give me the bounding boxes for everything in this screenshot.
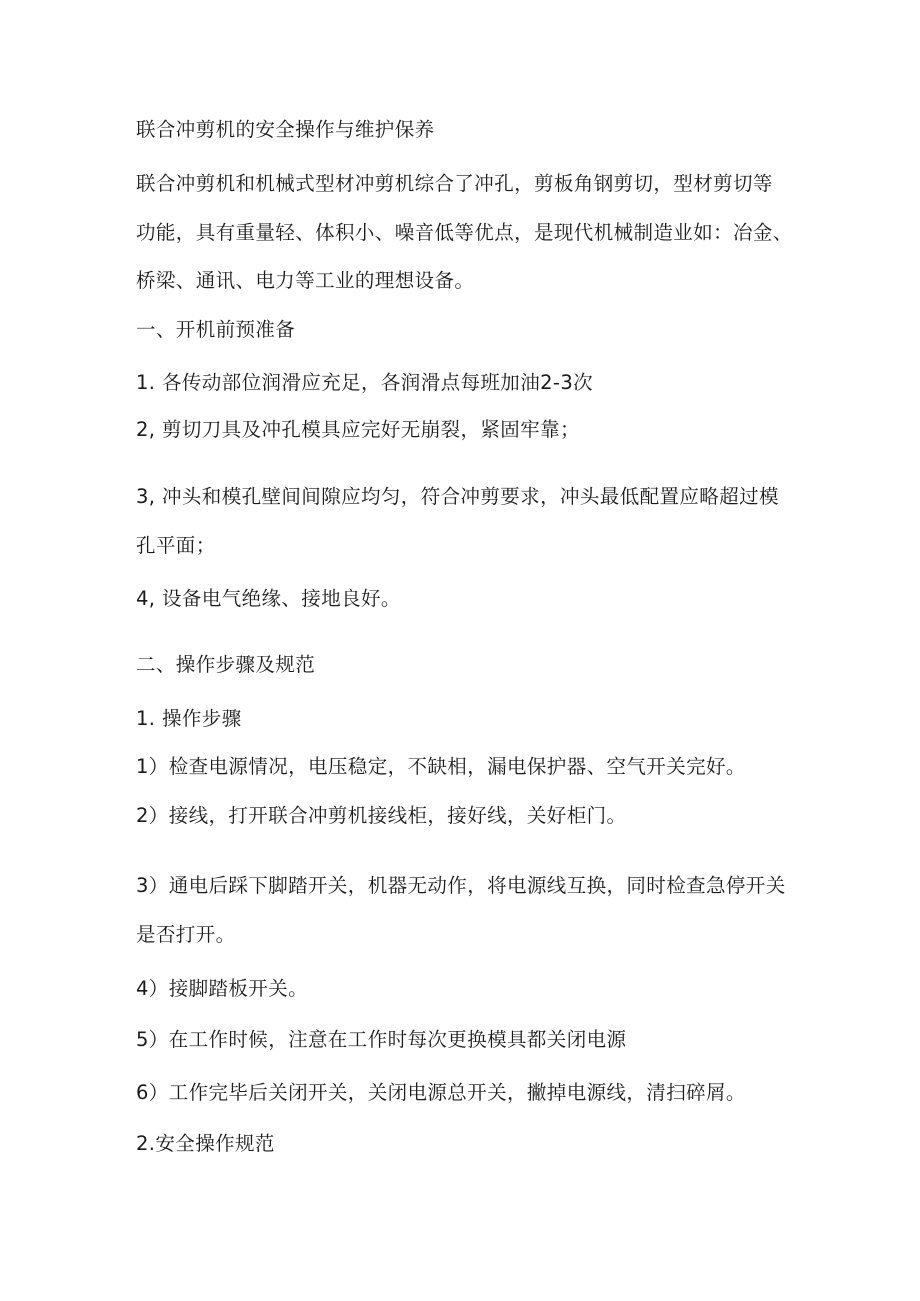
document-title: 联合冲剪机的安全操作与维护保养 xyxy=(136,118,435,141)
section1-item-1: 1. 各传动部位润滑应充足，各润滑点每班加油2-3次 xyxy=(136,371,594,394)
section1-item-3-cont: 孔平面； xyxy=(136,534,216,557)
section2-heading: 二、操作步骤及规范 xyxy=(136,653,316,676)
step-3-cont: 是否打开。 xyxy=(136,923,236,946)
section1-item-3: 3, 冲头和模孔壁间间隙应均匀，符合冲剪要求，冲头最低配置应略超过模 xyxy=(136,485,779,508)
section1-item-4: 4, 设备电气绝缘、接地良好。 xyxy=(136,587,401,610)
step-2: 2）接线，打开联合冲剪机接线柜，接好线，关好柜门。 xyxy=(136,804,627,827)
section2-sub-heading-1: 1. 操作步骤 xyxy=(136,707,242,730)
section1-heading: 一、开机前预准备 xyxy=(136,318,296,341)
intro-line-1: 联合冲剪机和机械式型材冲剪机综合了冲孔，剪板角钢剪切，型材剪切等 xyxy=(136,172,773,195)
step-1: 1）检查电源情况，电压稳定，不缺相，漏电保护器、空气开关完好。 xyxy=(136,755,746,778)
section2-sub-heading-2: 2.安全操作规范 xyxy=(136,1132,275,1155)
step-6: 6）工作完毕后关闭开关，关闭电源总开关，撇掉电源线，清扫碎屑。 xyxy=(136,1081,746,1104)
step-4: 4）接脚踏板开关。 xyxy=(136,977,309,1000)
step-3: 3）通电后踩下脚踏开关，机器无动作，将电源线互换，同时检查急停开关 xyxy=(136,874,786,897)
intro-line-2: 功能，具有重量轻、体积小、噪音低等优点，是现代机械制造业如：冶金、 xyxy=(136,221,793,244)
step-5: 5）在工作时候，注意在工作时每次更换模具都关闭电源 xyxy=(136,1028,627,1051)
intro-line-3: 桥梁、通讯、电力等工业的理想设备。 xyxy=(136,269,475,292)
section1-item-2: 2, 剪切刀具及冲孔模具应完好无崩裂，紧固牢靠； xyxy=(136,418,580,441)
